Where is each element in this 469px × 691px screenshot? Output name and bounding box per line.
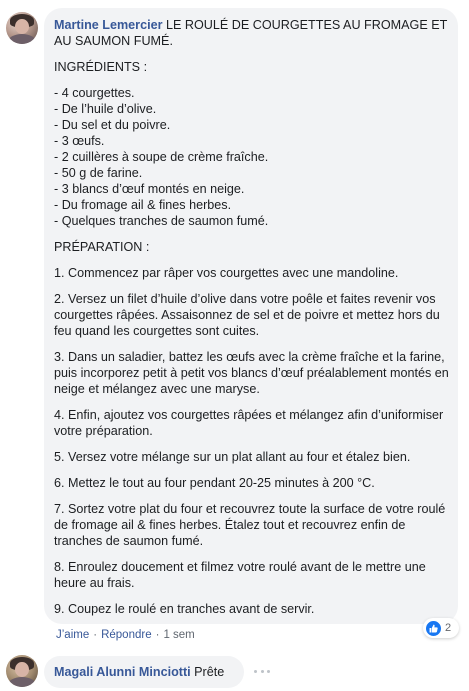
dot [261,670,264,673]
preparation-step: 6. Mettez le tout au four pendant 20-25 minutes à 200 °C. [54,476,375,490]
reaction-summary[interactable] [423,618,459,638]
ingredient-item: - De l’huile d’olive. [54,102,157,116]
reply-author-avatar[interactable] [6,655,38,687]
recipe-title: LE ROULÉ DE COURGETTES AU FROMAGE ET AU SAUMON FUMÉ. [54,18,448,48]
ingredients-list [54,85,452,229]
reply-message: Prête [194,665,225,679]
separator: · [155,629,160,641]
avatar-face-shape [15,662,29,677]
reply-body [54,664,224,680]
ingredient-item: - 50 g de farine. [54,166,143,180]
avatar-shoulders-shape [8,34,37,44]
commenter-avatar[interactable] [6,12,38,44]
like-link[interactable]: J’aime [56,629,90,641]
spacer [54,229,452,239]
preparation-step: 1. Commencez par râper vos courgettes avec une mandoline. [54,266,399,280]
spacer [54,439,452,449]
preparation-step: 5. Versez votre mélange sur un plat allant au four et étalez bien. [54,450,411,464]
spacer [54,49,452,59]
spacer [54,549,452,559]
spacer [54,397,452,407]
preparation-step: 8. Enroulez doucement et filmez votre roulé avant de le mettre une heure au frais. [54,560,426,590]
avatar-face-shape [15,19,29,34]
comment-title-line [54,17,452,49]
ingredient-item: - 2 cuillères à soupe de crème fraîche. [54,150,269,164]
ingredient-item: - Quelques tranches de saumon fumé. [54,214,269,228]
preparation-heading: PRÉPARATION : [54,240,150,254]
ingredients-heading: INGRÉDIENTS : [54,60,148,74]
reply-link[interactable]: Répondre [101,629,152,641]
spacer [54,591,452,601]
preparation-step: 4. Enfin, ajoutez vos courgettes râpées et mélangez afin d’uniformiser votre préparation. [54,408,444,438]
ingredient-item: - Du sel et du poivre. [54,118,171,132]
spacer [54,491,452,501]
thumb-svg [429,624,438,633]
comment-timestamp[interactable]: 1 sem [163,629,195,641]
ingredient-item: - 3 blancs d’œuf montés en neige. [54,182,245,196]
like-thumb-icon [426,621,441,636]
spacer [54,75,452,85]
spacer [54,255,452,265]
comment-actions [56,629,195,641]
separator: · [93,629,98,641]
preparation-step: 2. Versez un filet d’huile d’olive dans votre poêle et faites revenir vos courgettes râpées. Assaisonnez de sel et de poivre et mettez hors du feu quand les courgettes sont cuites. [54,292,440,338]
comment-author-link[interactable]: Martine Lemercier [54,18,163,32]
ingredient-item: - 3 œufs. [54,134,105,148]
more-options-icon[interactable] [254,666,270,676]
dot [267,670,270,673]
avatar-shoulders-shape [8,677,37,687]
reaction-count: 2 [445,622,452,634]
dot [254,670,257,673]
preparation-step: 7. Sortez votre plat du four et recouvrez toute la surface de votre roulé de fromage ail & fines herbes. Étalez tout et recouvrez enfin de tranches de saumon fumé. [54,502,446,548]
spacer [54,281,452,291]
spacer [54,339,452,349]
ingredient-item: - Du fromage ail & fines herbes. [54,198,232,212]
preparation-step: 3. Dans un saladier, battez les œufs avec la crème fraîche et la farine, puis incorporez petit à petit vos blancs d’œuf préalablement montés en neige et mélangez avec une maryse. [54,350,449,396]
comment-body [54,17,452,617]
preparation-step: 9. Coupez le roulé en tranches avant de servir. [54,602,315,616]
ingredient-item: - 4 courgettes. [54,86,135,100]
reply-author-link[interactable]: Magali Alunni Minciotti [54,665,191,679]
spacer [54,465,452,475]
